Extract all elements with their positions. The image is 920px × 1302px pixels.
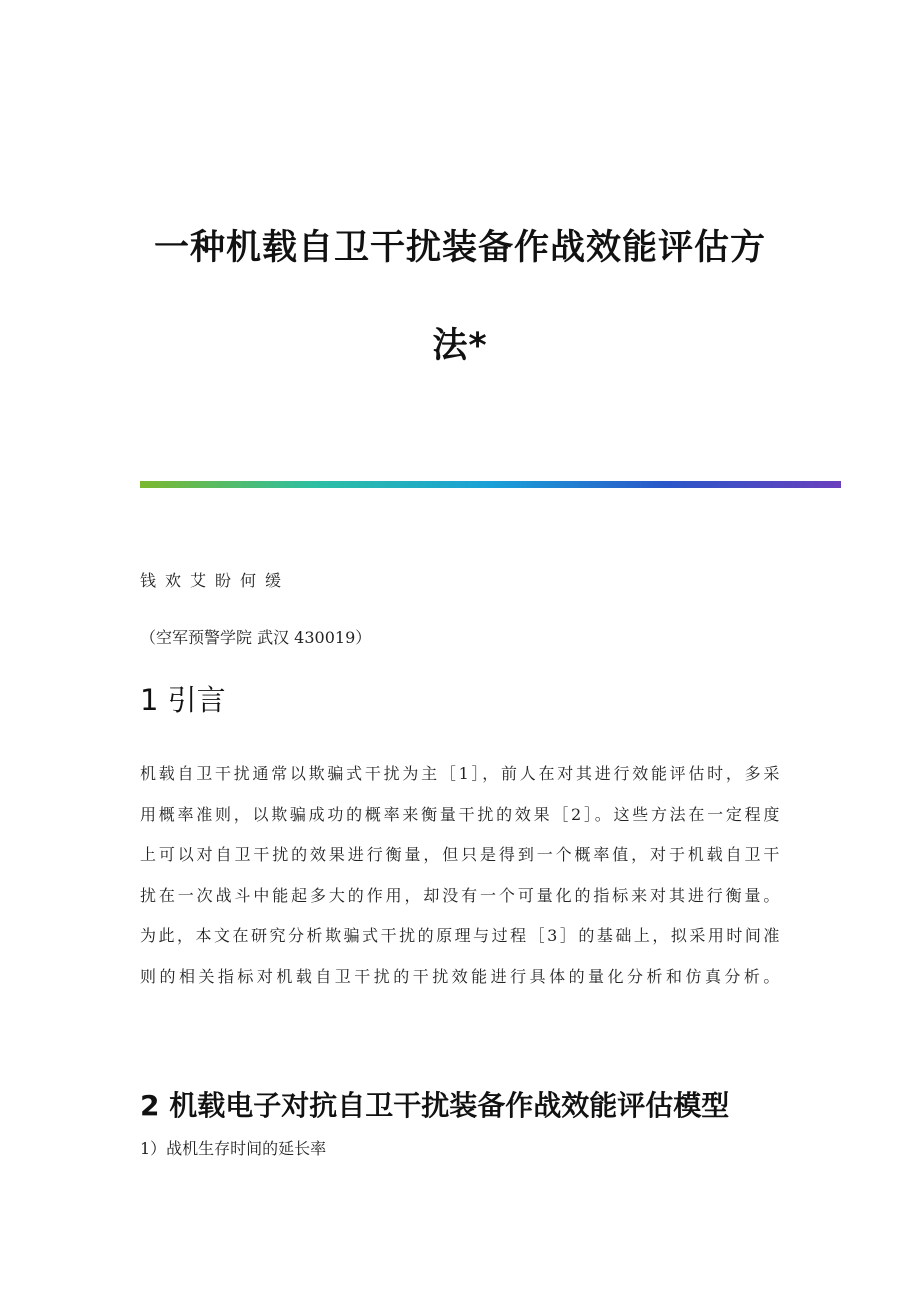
introduction-paragraph [140, 754, 780, 997]
paragraph-line: 为此，本文在研究分析欺骗式干扰的原理与过程［3］的基础上，拟采用时间准 [140, 926, 780, 945]
author-affiliation: （空军预警学院 武汉 430019） [140, 628, 372, 647]
paragraph-line: 扰在一次战斗中能起多大的作用，却没有一个可量化的指标来对其进行衡量。 [140, 885, 780, 905]
author-list: 钱欢艾盼何缓 [140, 571, 291, 590]
paragraph-line: 则的相关指标对机载自卫干扰的干扰效能进行具体的量化分析和仿真分析。 [140, 966, 780, 986]
document-title-line-2: 法* [432, 326, 488, 366]
paragraph-line: 用概率准则，以欺骗成功的概率来衡量干扰的效果［2］。这些方法在一定程度 [140, 804, 780, 824]
section-1-heading: 1 引言 [140, 683, 226, 717]
document-title-line-1: 一种机载自卫干扰装备作战效能评估方 [153, 228, 766, 268]
title-gradient-divider [140, 481, 841, 488]
paragraph-line: 机载自卫干扰通常以欺骗式干扰为主［1］，前人在对其进行效能评估时，多采 [140, 764, 780, 783]
section-2-heading: 2 机载电子对抗自卫干扰装备作战效能评估模型 [140, 1089, 730, 1122]
paragraph-line: 上可以对自卫干扰的效果进行衡量，但只是得到一个概率值，对于机载自卫干 [140, 845, 780, 864]
subsection-item-1: 1）战机生存时间的延长率 [140, 1139, 327, 1158]
